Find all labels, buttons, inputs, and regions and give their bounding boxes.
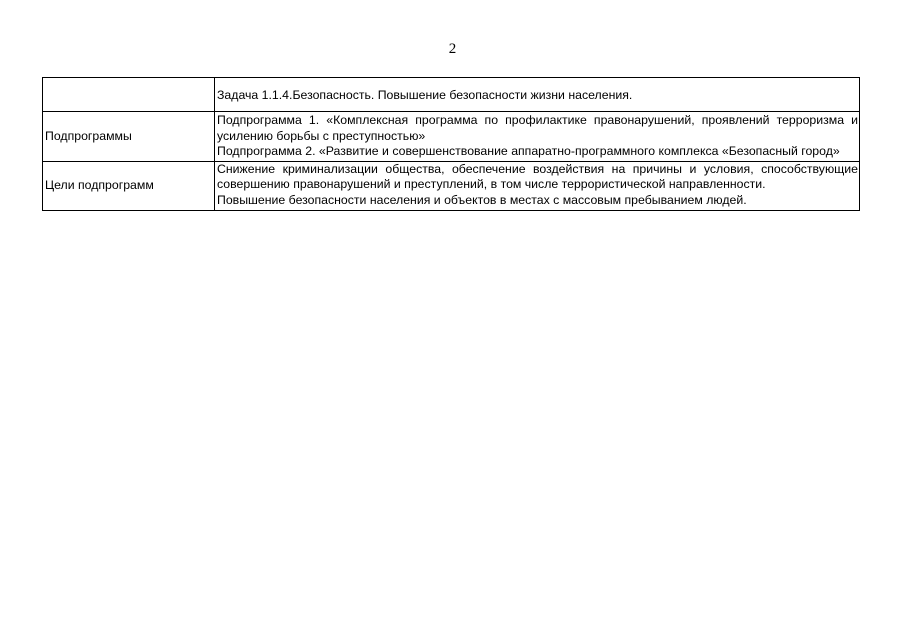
row-label-subprograms: Подпрограммы (43, 112, 215, 162)
table-row-task (43, 78, 860, 112)
page-number: 2 (448, 41, 457, 57)
table-row-goals (43, 161, 860, 210)
subprogram-1-paragraph: Подпрограмма 1. «Комплексная программа по профилактике правонарушений, проявлений терроризма и усилению борьбы с преступностью» (217, 113, 858, 143)
row-content-subprograms (215, 112, 860, 162)
task-paragraph: Задача 1.1.4.Безопасность. Повышение безопасности жизни населения. (217, 87, 633, 102)
row-label-goals: Цели подпрограмм (43, 161, 215, 210)
program-passport-table (42, 77, 860, 211)
goal-2-paragraph: Повышение безопасности населения и объектов в местах с массовым пребыванием людей. (217, 192, 747, 207)
row-content-task (215, 78, 860, 112)
goal-1-paragraph: Снижение криминализации общества, обеспечение воздействия на причины и условия, способствующие совершению правонарушений и преступлений, в том числе террористической направленности. (217, 161, 858, 192)
row-label-empty (43, 78, 215, 112)
table-row-subprograms (43, 112, 860, 162)
row-content-goals (215, 161, 860, 210)
subprogram-2-paragraph: Подпрограмма 2. «Развитие и совершенствование аппаратно-программного комплекса «Безопасный город» (217, 144, 840, 159)
